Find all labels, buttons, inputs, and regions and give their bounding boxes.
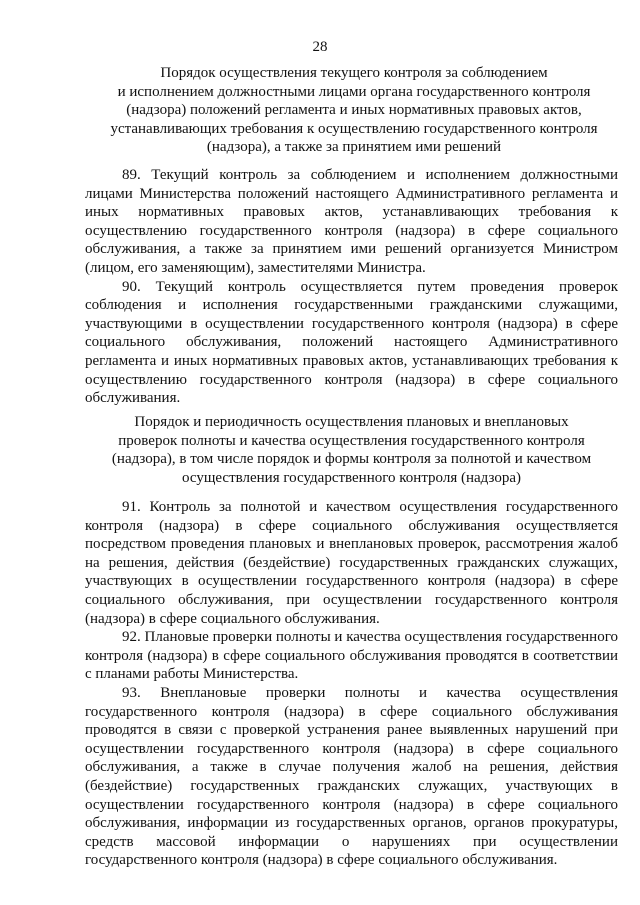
- section-heading-inspections: [85, 413, 618, 487]
- paragraph-91: 91. Контроль за полнотой и качеством осуществления государственного контроля (надзора) в сфере социального обслуживания осуществляется посредством проведения плановых и внеплановых проверок, рассмотрения жалоб на решения, действия (бездействие) государственных гражданских служащих, участвующих в осуществлении государственного контроля (надзора) в сфере социального обслуживания, при осуществлении государственного контроля (надзора) в сфере социального обслуживания.: [85, 499, 618, 627]
- heading-line: устанавливающих требования к осуществлению государственного контроля: [110, 120, 598, 137]
- paragraph-90: 90. Текущий контроль осуществляется путем проведения проверок соблюдения и исполнения государственными гражданскими служащими, участвующими в осуществлении государственного контроля (надзора) в сфере социального обслуживания, положений настоящего Административного регламента и иных нормативных правовых актов, устанавливающих требования к осуществлению государственного контроля (надзора) в сфере социального обслуживания.: [85, 278, 618, 407]
- heading-line: и исполнением должностными лицами органа государственного контроля: [117, 83, 591, 100]
- page-number: 28: [312, 39, 328, 55]
- heading-line: (надзора) положений регламента и иных нормативных правовых актов,: [126, 102, 582, 119]
- section-heading-current-control: [90, 64, 618, 157]
- paragraph-93: 93. Внеплановые проверки полноты и качества осуществления государственного контроля (надзора) в сфере социального обслуживания проводятся в связи с проверкой устранения ранее выявленных нарушений при осуществлении государственного контроля (надзора) в сфере социального обслуживания, а также в случае получения жалоб на решения, действия (бездействие) государственных гражданских служащих, участвующих в осуществлении государственного контроля (надзора) в сфере социального обслуживания, информации из государственных органов, органов прокуратуры, средств массовой информации о нарушениях при осуществлении государственного контроля (надзора) в сфере социального обслуживания.: [85, 684, 618, 869]
- heading-line: Порядок и периодичность осуществления плановых и внеплановых: [134, 414, 569, 430]
- heading-line: (надзора), в том числе порядок и формы контроля за полнотой и качеством: [111, 451, 592, 468]
- paragraph-89: 89. Текущий контроль за соблюдением и исполнением должностными лицами Министерства положений настоящего Административного регламента и иных нормативных правовых актов, устанавливающих требования к осуществлению государственного контроля (надзора) в сфере социального обслуживания, а также за принятием ими решений организуется Министром (лицом, его заменяющим), заместителями Министра.: [85, 167, 618, 276]
- section-body-inspections: [85, 498, 618, 870]
- section-body-current-control: [85, 166, 618, 408]
- heading-line: проверок полноты и качества осуществления государственного контроля: [118, 432, 585, 449]
- heading-line: осуществления государственного контроля (надзора): [182, 469, 521, 486]
- heading-line: (надзора), а также за принятием ими решений: [206, 139, 502, 156]
- paragraph-92: 92. Плановые проверки полноты и качества осуществления государственного контроля (надзора) в сфере социального обслуживания проводятся в соответствии с планами работы Министерства.: [85, 629, 618, 683]
- heading-line: Порядок осуществления текущего контроля за соблюдением: [160, 65, 548, 81]
